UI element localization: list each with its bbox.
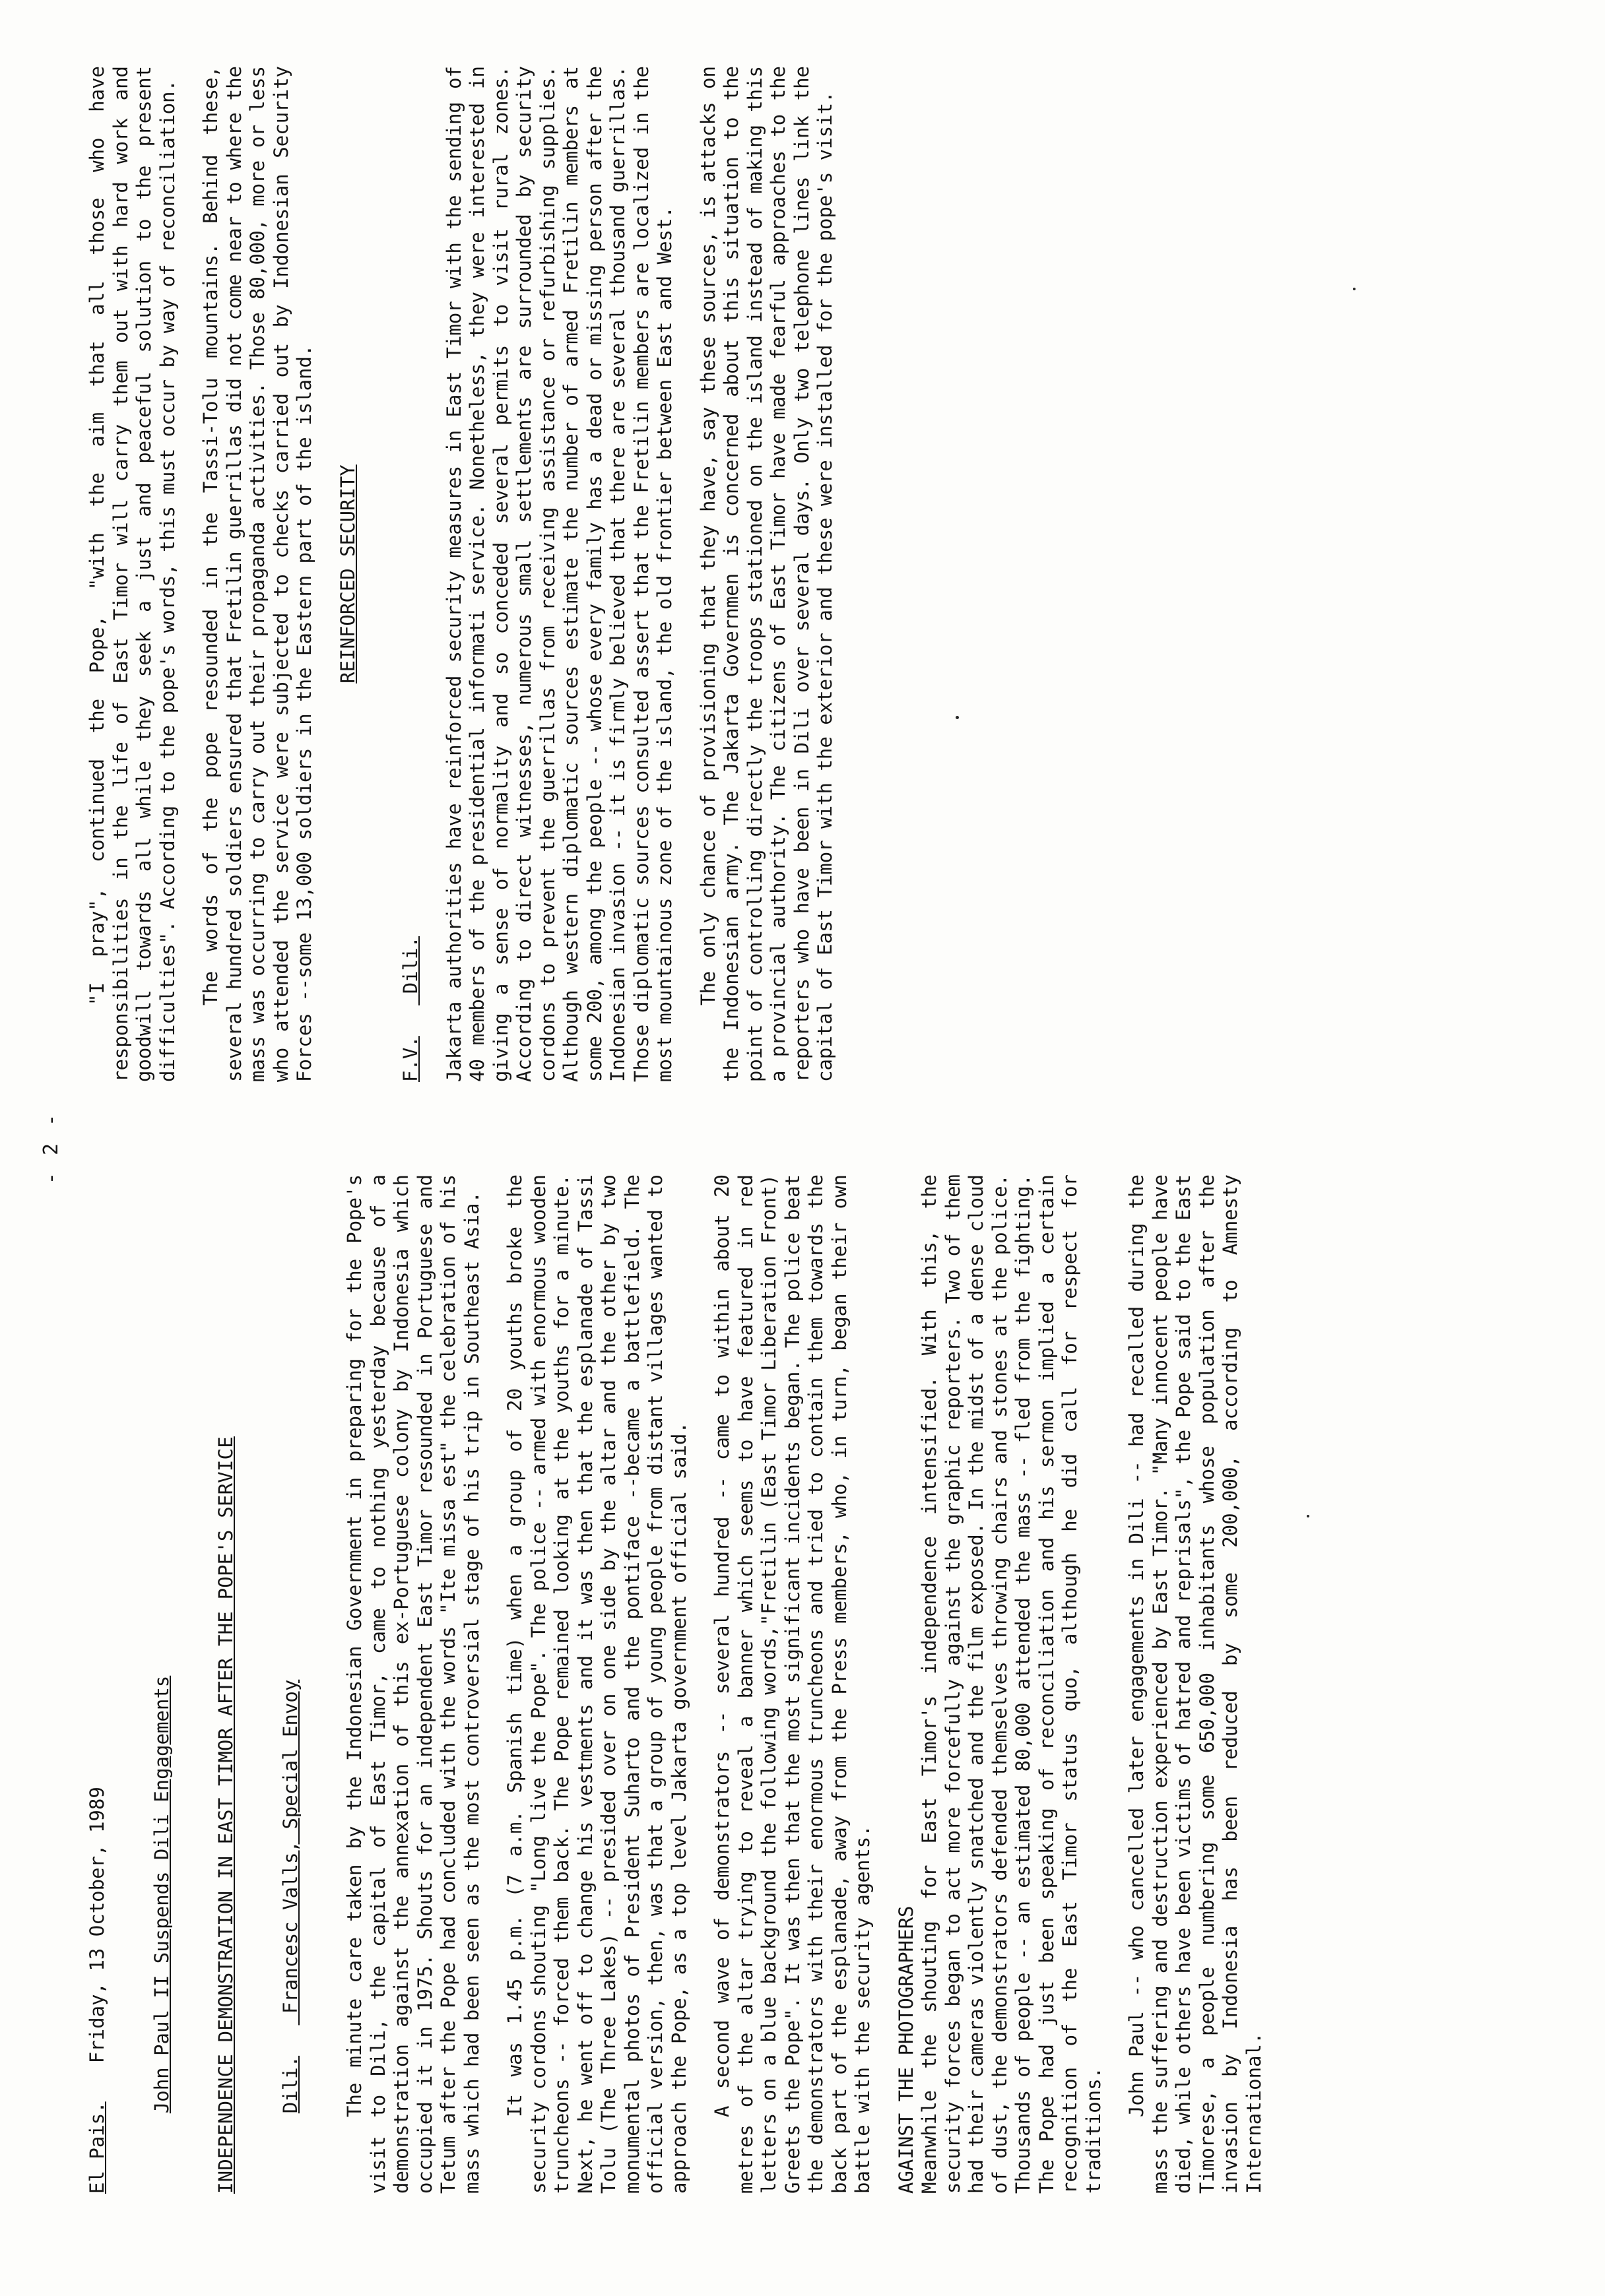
article-paragraph: The only chance of provisioning that they have, say these sources, is attacks on the Indonesian army. The Jakarta Governmen is concerned about this situation to the point of controlling directly the troops stationed on the island instead of making this a provincial authority. The citizens of East Timor have made fearful approaches to the reporters who have been in Dili over several days. Only two telephone lines link the capital of East Timor with the exterior and these were installed for the pope's visit.	[696, 66, 836, 1082]
article-paragraph: Jakarta authorities have reinforced security measures in East Timor with the sending of 40 members of the presidential informati service. Nonetheless, they were interested in giving a sense of normality and so conceded several permits to visit rural zones. According to direct witnesses, numerous small settlements are surrounded by security cordons to prevent the guerrillas from receiving assistance or refurbishing supplies. Although western diplomatic sources estimate the number of armed Fretilin members at some 200, among the people -- whose every family has a dead or missing person after the Indonesian invasion -- it is firmly believed that there are several thousand guerrillas. Those diplomatic sources consulted assert that the Fretilin members are localized in the most mountainous zone of the island, the old frontier between East and West.	[442, 66, 676, 1082]
article-paragraph: A second wave of demonstrators -- several hundred -- came to within about 20 metres of the altar trying to reveal a banner which seems to have featured in red letters on a blue background the following words,"Fretilin (East Timor Liberation Front) Greets the Pope". It was then that the most significant incidents began. The police beat the demonstrators with their enormous truncheons and tried to contain them towards the back part of the esplanade, away from the Press members, who, in turn, began their own battle with the security agents.	[711, 1174, 874, 2194]
masthead-line	[86, 1174, 110, 2194]
article-paragraph: The minute care taken by the Indonesian Government in preparing for the Pope's visit to Dili, the capital of East Timor, came to nothing yesterday because of a demonstration against the annexation of this ex-Portuguese colony by Indonesia which occupied it in 1975. Shouts for an independent East Timor resounded in Portuguese and Tetum after the Pope had concluded with the words "Ite missa est" the celebration of his mass which had been seen as the most controversial stage of his trip in Southeast Asia.	[343, 1174, 483, 2194]
right-column	[86, 66, 857, 1082]
scan-speck	[956, 716, 959, 719]
article-paragraph: The words of the pope resounded in the Tassi-Tolu mountains. Behind these, several hundred soldiers ensured that Fretilin guerrillas did not come near to where the mass was occurring to carry out their propaganda activities. Those 80,000, more or less who attended the service were subjected to checks carried out by Indonesian Security Forces --some 13,000 soldiers in the Eastern part of the island.	[199, 66, 315, 1082]
scan-speck	[1353, 288, 1356, 290]
byline-place: Dili.	[278, 2055, 302, 2114]
article-main-heading: INDEPENDENCE DEMONSTRATION IN EAST TIMOR AFTER THE POPE'S SERVICE	[214, 1436, 237, 2194]
subheading-reinforced-security: REINFORCED SECURITY	[336, 464, 359, 684]
byline	[279, 1174, 303, 2113]
scan-speck	[1307, 1515, 1309, 1517]
article-headline: John Paul II Suspends Dili Engagements	[150, 1675, 173, 2114]
newspaper-name: El Pais.	[86, 2101, 108, 2194]
byline	[399, 66, 423, 1082]
article-paragraph: "I pray", continued the Pope, "with the aim that all those who have responsibilities in the life of East Timor will carry them out with hard work and goodwill towards all while they seek a just and peaceful solution to the present difficulties". According to the pope's words, this must occur by way of reconciliation.	[86, 66, 179, 1082]
subheading-photographers: AGAINST THE PHOTOGRAPHERS	[894, 1905, 917, 2194]
page-number: - 2 -	[40, 1111, 63, 1185]
left-column	[86, 1174, 1286, 2194]
article-paragraph: It was 1.45 p.m. (7 a.m. Spanish time) when a group of 20 youths broke the security cordons shouting "Long live the Pope". The police -- armed with enormous wooden truncheons -- forced them back. The Pope remained looking at the youths for a minute. Next, he went off to change his vestments and it was then that the esplanade of Tassi Tolu (The Three Lakes) -- presided over on one side by the altar and the other by two monumental photos of President Suharto and the pontiface --became a battlefield. The official version, then, was that a group of young people from distant villages wanted to approach the Pope, as a top level Jakarta government official said.	[504, 1174, 690, 2194]
byline-place: Dili.	[399, 936, 422, 994]
article-paragraph: John Paul -- who cancelled later engagements in Dili -- had recalled during the mass the suffering and destruction experienced by East Timor. "Many innocent people have died, while others have been victims of hatred and reprisals", the Pope said to the East Timorese, a people numbering some 650,000 inhabitants whose population after the invasion by Indonesia has been reduced by some 200,000, according to Amnesty International.	[1125, 1174, 1265, 2194]
byline-initials: F.V.	[399, 1036, 422, 1082]
article-paragraph: Meanwhile the shouting for East Timor's independence intensified. With this, the security forces began to act more forcefully against the graphic reporters. Two of them had their cameras violently snatched and the film exposed. In the midst of a dense cloud of dust, the demonstrators defended themselves throwing chairs and stones at the police. Thousands of people -- an estimated 80,000 attended the mass -- fled from the fighting. The Pope had just been speaking of reconciliation and his sermon implied a certain recognition of the East Timor status quo, although he did call for respect for traditions.	[918, 1174, 1105, 2194]
dateline: Friday, 13 October, 1989	[86, 1787, 108, 2064]
byline-author: Francesc Valls, Special Envoy	[278, 1679, 302, 2014]
